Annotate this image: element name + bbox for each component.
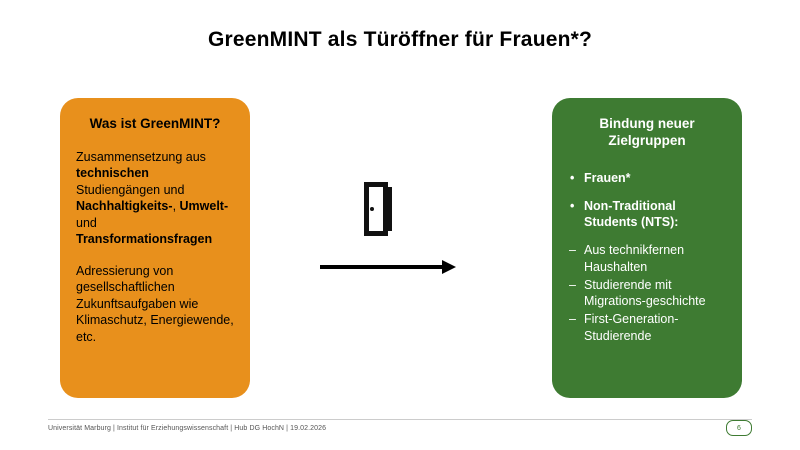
list-item-label: Studierende mit Migrations-geschichte	[584, 277, 706, 309]
card-right-title: Bindung neuer Zielgruppen	[599, 116, 695, 148]
list-item-label: Frauen*	[584, 170, 631, 185]
list-item-label: Aus technikfernen Haushalten	[584, 243, 685, 274]
dash-icon: –	[569, 277, 576, 292]
list-item-label: Non-Traditional Students (NTS):	[584, 198, 679, 230]
list-item	[566, 170, 728, 187]
sub-list	[566, 242, 728, 345]
card-left-paragraph-2: Adressierung von gesellschaftlichen Zukunftsaufgaben wie Klimaschutz, Energiewende, etc.	[76, 263, 234, 344]
page-number-badge: 6	[726, 420, 752, 436]
card-right-bullet-list	[566, 170, 728, 345]
list-item-label: First-Generation-Studierende	[584, 312, 679, 343]
dash-icon: –	[569, 243, 576, 257]
list-item	[566, 277, 728, 311]
door-icon	[360, 180, 402, 238]
dash-icon: –	[569, 312, 576, 326]
page-title: GreenMINT als Türöffner für Frauen*?	[207, 28, 593, 51]
bullet-dot-icon: •	[570, 170, 575, 185]
right-arrow-icon	[318, 258, 458, 276]
bullet-dot-icon: •	[570, 198, 575, 213]
card-bindung-neuer-zielgruppen	[552, 98, 742, 398]
footer-text: Universität Marburg | Institut für Erziehungswissenschaft | Hub DG HochN | 19.02.2026	[48, 425, 327, 432]
list-item	[566, 311, 728, 345]
list-item	[566, 198, 728, 232]
card-left-paragraph-1: Zusammensetzung aus technischen Studiengängen und Nachhaltigkeits-, Umwelt- und Transformationsfragen	[76, 149, 229, 247]
list-item	[566, 242, 728, 276]
footer-divider	[48, 419, 752, 420]
card-left-title: Was ist GreenMINT?	[89, 116, 221, 131]
card-was-ist-greenmint	[60, 98, 250, 398]
